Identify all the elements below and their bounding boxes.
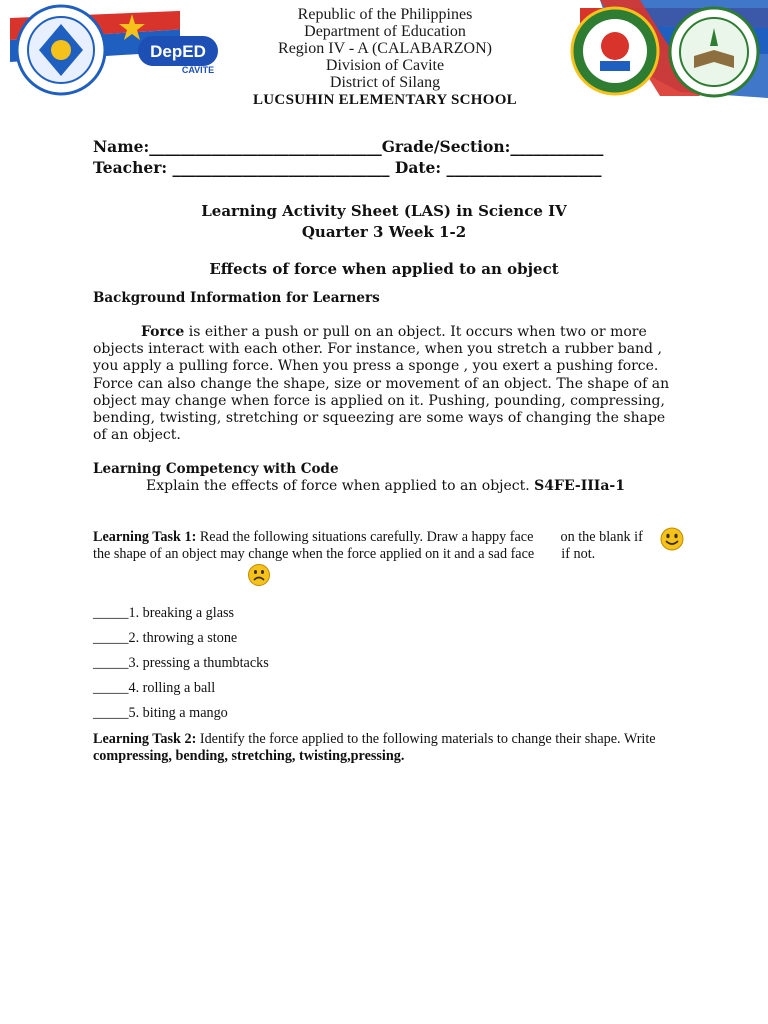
task1-item[interactable]: _____3. pressing a thumbtacks xyxy=(93,655,269,671)
task1-item[interactable]: _____2. throwing a stone xyxy=(93,630,238,646)
task1-text-b: on the blank if the shape of an object may change when the force applied on it and a sad face xyxy=(93,529,643,562)
task1-text-a: Read the following situations carefully. Draw a happy face xyxy=(196,529,537,545)
deped-seal-logo xyxy=(15,4,107,96)
deped-logo-text: DepED xyxy=(150,42,206,61)
task2-words: compressing, bending, stretching, twisting,pressing. xyxy=(93,748,405,764)
task1-text-c: if not. xyxy=(557,546,596,562)
sheet-quarter: Quarter 3 Week 1-2 xyxy=(301,223,467,241)
task1-item[interactable]: _____1. breaking a glass xyxy=(93,605,235,621)
background-heading: Background Information for Learners xyxy=(93,290,380,306)
task1-label: Learning Task 1: xyxy=(93,529,197,545)
header-region: Region IV - A (CALABARZON) xyxy=(278,40,492,57)
sad-face-icon xyxy=(247,563,271,587)
school-name: LUCSUHIN ELEMENTARY SCHOOL xyxy=(253,92,517,108)
competency-line xyxy=(146,478,706,495)
task1-item[interactable]: _____4. rolling a ball xyxy=(93,680,216,696)
task2-text: Identify the force applied to the following materials to change their shape. Write xyxy=(196,731,656,747)
competency-heading: Learning Competency with Code xyxy=(93,461,339,477)
background-paragraph xyxy=(93,324,683,444)
teacher-date-field[interactable]: Teacher: ____________________________ Date: ____________________ xyxy=(93,158,602,177)
force-term: Force xyxy=(141,324,185,340)
header-division: Division of Cavite xyxy=(325,57,445,74)
task1-instructions xyxy=(93,529,663,563)
competency-text: Explain the effects of force when applied to an object. xyxy=(146,478,535,494)
header-department: Department of Education xyxy=(304,23,466,40)
deped-logo-sub: CAVITE xyxy=(181,65,215,75)
task2-instructions xyxy=(93,731,693,765)
school-seal-logo xyxy=(668,6,760,98)
happy-face-icon xyxy=(659,527,685,551)
header-republic: Republic of the Philippines xyxy=(297,6,473,23)
task1-item[interactable]: _____5. biting a mango xyxy=(93,705,228,721)
division-seal-logo xyxy=(570,6,660,96)
task2-label: Learning Task 2: xyxy=(93,731,197,747)
background-text: is either a push or pull on an object. It occurs when two or more objects interact with each other. For instance, when you stretch a rubber band , you apply a pulling force. When you press a sponge , you exert a pushing force. Force can also change the shape, size or movement of an object. The shape of an object may change when force is applied on it. Pushing, pounding, compressing, bending, twisting, stretching or squeezing are some ways of changing the shape of an object. xyxy=(93,324,670,444)
sheet-title: Learning Activity Sheet (LAS) in Science IV xyxy=(201,202,567,220)
sheet-topic: Effects of force when applied to an object xyxy=(209,260,559,278)
header-district: District of Silang xyxy=(329,74,441,91)
name-grade-field[interactable]: Name:______________________________Grade/Section:____________ xyxy=(93,137,604,156)
letterhead xyxy=(0,0,768,110)
competency-code: S4FE-IIIa-1 xyxy=(534,478,625,494)
